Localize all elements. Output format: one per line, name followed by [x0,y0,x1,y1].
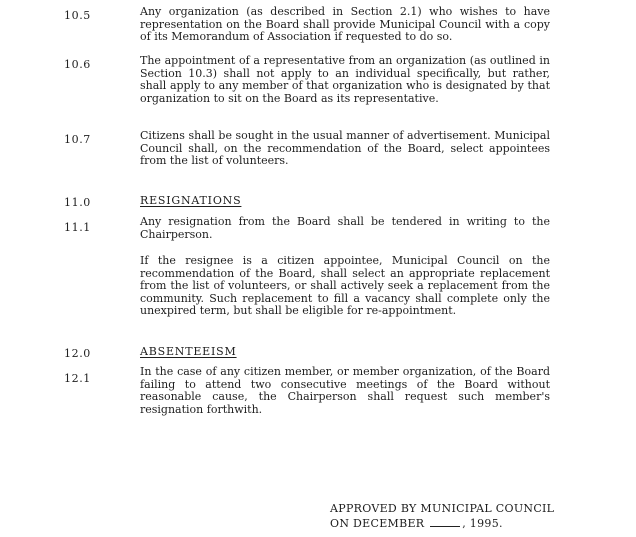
approval-block [330,501,554,531]
section-heading-absenteeism: ABSENTEEISM [140,345,237,358]
section-text-10-6: The appointment of a representative from an organization (as outlined in Section 10.3) shall not apply to an individual specifically, but rather, shall apply to any member of that organization who is designated by that organization to sit on the Board as its representative. [140,54,550,105]
section-number-10-5: 10.5 [64,9,91,22]
section-text-10-7: Citizens shall be sought in the usual manner of advertisement. Municipal Council shall, on the recommendation of the Board, select appointees from the list of volunteers. [140,129,550,167]
section-number-12-1: 12.1 [64,372,91,385]
approval-date-suffix: , 1995. [462,517,503,530]
section-text-11-1-continued: If the resignee is a citizen appointee, Municipal Council on the recommendation of the Board, shall select an appropriate replacement from the list of volunteers, or shall actively seek a replacement from the community. Such replacement to fill a vacancy shall complete only the unexpired term, but shall be eligible for re-appointment. [140,254,550,317]
section-text-11-1: Any resignation from the Board shall be tendered in writing to the Chairperson. [140,215,550,241]
approval-line-2 [330,516,554,531]
date-blank-line [430,517,460,527]
approval-line-1: APPROVED BY MUNICIPAL COUNCIL [330,502,555,515]
section-heading-resignations: RESIGNATIONS [140,194,242,207]
section-text-12-1: In the case of any citizen member, or member organization, of the Board failing to attend two consecutive meetings of the Board without reasonable cause, the Chairperson shall request such member's resignation forthwith. [140,365,550,416]
approval-date-prefix: ON DECEMBER [330,517,425,530]
section-number-11-1: 11.1 [64,221,91,234]
section-text-10-5: Any organization (as described in Section 2.1) who wishes to have representation on the Board shall provide Municipal Council with a copy of its Memorandum of Association if requested to do so. [140,5,550,43]
section-number-11-0: 11.0 [64,196,91,209]
section-number-10-6: 10.6 [64,58,91,71]
section-number-10-7: 10.7 [64,133,91,146]
section-number-12-0: 12.0 [64,347,91,360]
